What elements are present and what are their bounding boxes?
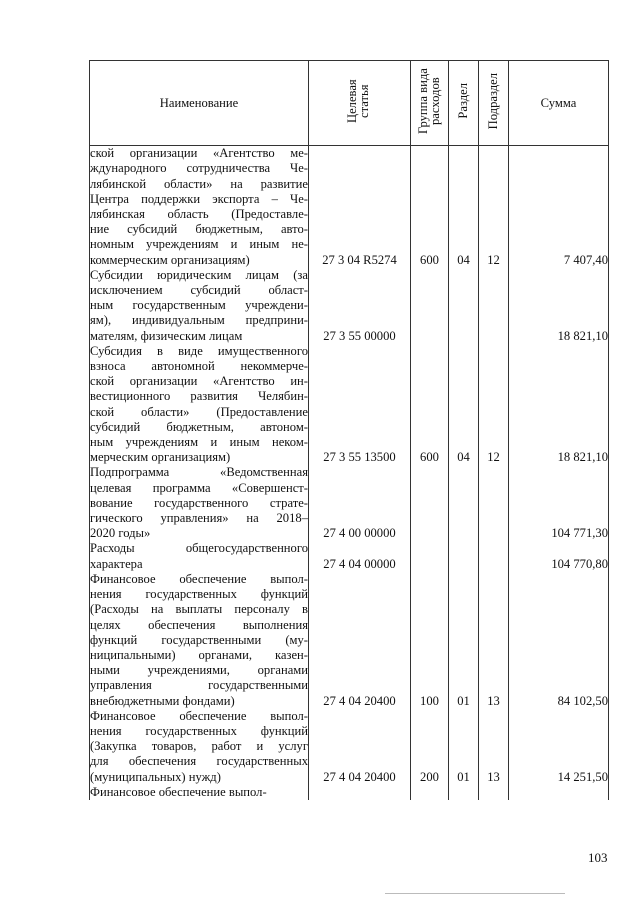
table-row: [90, 268, 609, 344]
row-name-line: номным учреждениям и иным не-: [90, 237, 308, 252]
row-sum: 84 102,50: [509, 572, 609, 709]
row-section: [449, 465, 479, 541]
row-subsection: 12: [479, 344, 509, 466]
row-sum: 104 770,80: [509, 541, 609, 571]
row-expense-group: 200: [411, 709, 449, 785]
header-group: Группа вида расходов: [411, 61, 449, 146]
table-row: [90, 146, 609, 268]
row-name-line: вестиционного развития Челябин-: [90, 389, 308, 404]
row-name-line: Финансовое обеспечение выпол-: [90, 708, 308, 723]
row-name-line: характера: [90, 556, 143, 571]
row-sum: 7 407,40: [509, 146, 609, 268]
row-target-code: 27 4 04 20400: [309, 572, 411, 709]
row-name-line: 2020 годы»: [90, 526, 151, 541]
row-name-line: (Закупка товаров, работ и услуг: [90, 739, 308, 754]
row-name-line: Подпрограмма «Ведомственная: [90, 465, 308, 480]
row-name-line: мерческим организациям): [90, 450, 231, 465]
row-sum: 18 821,10: [509, 268, 609, 344]
row-name-line: Расходы общегосударственного: [90, 541, 308, 556]
row-name-line: вование государственного страте-: [90, 495, 308, 510]
row-sum: 14 251,50: [509, 709, 609, 785]
header-section: Раздел: [449, 61, 479, 146]
row-section: 01: [449, 709, 479, 785]
row-expense-group: [411, 465, 449, 541]
row-name-cell: [90, 465, 309, 541]
row-section: 04: [449, 146, 479, 268]
row-name-line: лябинская область (Предоставле-: [90, 207, 308, 222]
row-name-line: ждународного сотрудничества Че-: [90, 161, 308, 176]
row-name-line: функций государственными (му-: [90, 632, 308, 647]
row-name-cell: [90, 785, 309, 800]
row-target-code: 27 3 55 00000: [309, 268, 411, 344]
row-name-cell: [90, 268, 309, 344]
row-name-cell: [90, 541, 309, 571]
row-subsection: [479, 268, 509, 344]
row-expense-group: [411, 541, 449, 571]
row-sum: 104 771,30: [509, 465, 609, 541]
table-row: [90, 541, 609, 571]
row-subsection: [479, 465, 509, 541]
row-section: 01: [449, 572, 479, 709]
row-name-line: мателям, физическим лицам: [90, 328, 243, 343]
row-name-line: Центра поддержки экспорта – Че-: [90, 191, 308, 206]
row-name-line: (Расходы на выплаты персоналу в: [90, 602, 308, 617]
header-target: Целевая статья: [309, 61, 411, 146]
row-target-code: 27 3 04 R5274: [309, 146, 411, 268]
row-subsection: 12: [479, 146, 509, 268]
row-name-line: Финансовое обеспечение выпол-: [90, 784, 267, 799]
row-name-line: целевая программа «Совершенст-: [90, 480, 308, 495]
table-row: [90, 465, 609, 541]
row-expense-group: [411, 268, 449, 344]
row-name-line: гического управления» на 2018–: [90, 511, 308, 526]
row-name-line: ние субсидий бюджетным, авто-: [90, 222, 308, 237]
row-expense-group: [411, 785, 449, 800]
table-header-row: [90, 61, 609, 146]
row-name-line: управления государственными: [90, 678, 308, 693]
page-number: 103: [588, 850, 608, 865]
row-name-line: для обеспечения государственных: [90, 754, 308, 769]
row-name-cell: [90, 344, 309, 466]
row-name-line: субсидий бюджетным, автоном-: [90, 419, 308, 434]
row-subsection: 13: [479, 572, 509, 709]
table-row: [90, 709, 609, 785]
row-target-code: 27 4 00 00000: [309, 465, 411, 541]
row-name-line: ям), индивидуальным предприни-: [90, 313, 308, 328]
row-section: [449, 541, 479, 571]
row-section: [449, 785, 479, 800]
row-subsection: [479, 785, 509, 800]
table-row: [90, 344, 609, 466]
row-name-line: ными учреждениями, органами: [90, 663, 308, 678]
row-target-code: [309, 785, 411, 800]
row-name-line: ным учреждениям и иным неком-: [90, 435, 308, 450]
row-target-code: 27 4 04 20400: [309, 709, 411, 785]
row-name-line: (муниципальных) нужд): [90, 769, 221, 784]
row-sum: 18 821,10: [509, 344, 609, 466]
row-name-line: Финансовое обеспечение выпол-: [90, 571, 308, 586]
row-name-line: исключением субсидий област-: [90, 283, 308, 298]
row-name-cell: [90, 146, 309, 268]
row-subsection: 13: [479, 709, 509, 785]
header-sum: Сумма: [509, 61, 609, 146]
row-name-line: ным государственным учреждени-: [90, 298, 308, 313]
row-name-line: взноса автономной некоммерче-: [90, 359, 308, 374]
row-expense-group: 100: [411, 572, 449, 709]
row-name-line: коммерческим организациям): [90, 252, 250, 267]
row-section: [449, 268, 479, 344]
header-subsection: Подраздел: [479, 61, 509, 146]
row-name-line: ниципальными) органами, казен-: [90, 647, 308, 662]
table-body: [90, 146, 609, 800]
row-expense-group: 600: [411, 344, 449, 466]
row-name-line: ской области» (Предоставление: [90, 404, 308, 419]
header-name: Наименование: [90, 61, 309, 146]
row-name-line: лябинской области» на развитие: [90, 176, 308, 191]
row-subsection: [479, 541, 509, 571]
row-target-code: 27 3 55 13500: [309, 344, 411, 466]
row-section: 04: [449, 344, 479, 466]
row-name-line: нения государственных функций: [90, 587, 308, 602]
row-name-line: целях обеспечения выполнения: [90, 617, 308, 632]
budget-table: [89, 60, 609, 800]
row-name-line: ской организации «Агентство ин-: [90, 374, 308, 389]
footer-divider: [385, 893, 565, 894]
row-expense-group: 600: [411, 146, 449, 268]
row-sum: [509, 785, 609, 800]
row-name-line: ской организации «Агентство ме-: [90, 146, 308, 161]
row-target-code: 27 4 04 00000: [309, 541, 411, 571]
row-name-line: Субсидия в виде имущественного: [90, 343, 308, 358]
row-name-line: Субсидии юридическим лицам (за: [90, 267, 308, 282]
table-row: [90, 785, 609, 800]
row-name-cell: [90, 709, 309, 785]
row-name-line: нения государственных функций: [90, 723, 308, 738]
table-row: [90, 572, 609, 709]
row-name-cell: [90, 572, 309, 709]
row-name-line: внебюджетными фондами): [90, 693, 235, 708]
